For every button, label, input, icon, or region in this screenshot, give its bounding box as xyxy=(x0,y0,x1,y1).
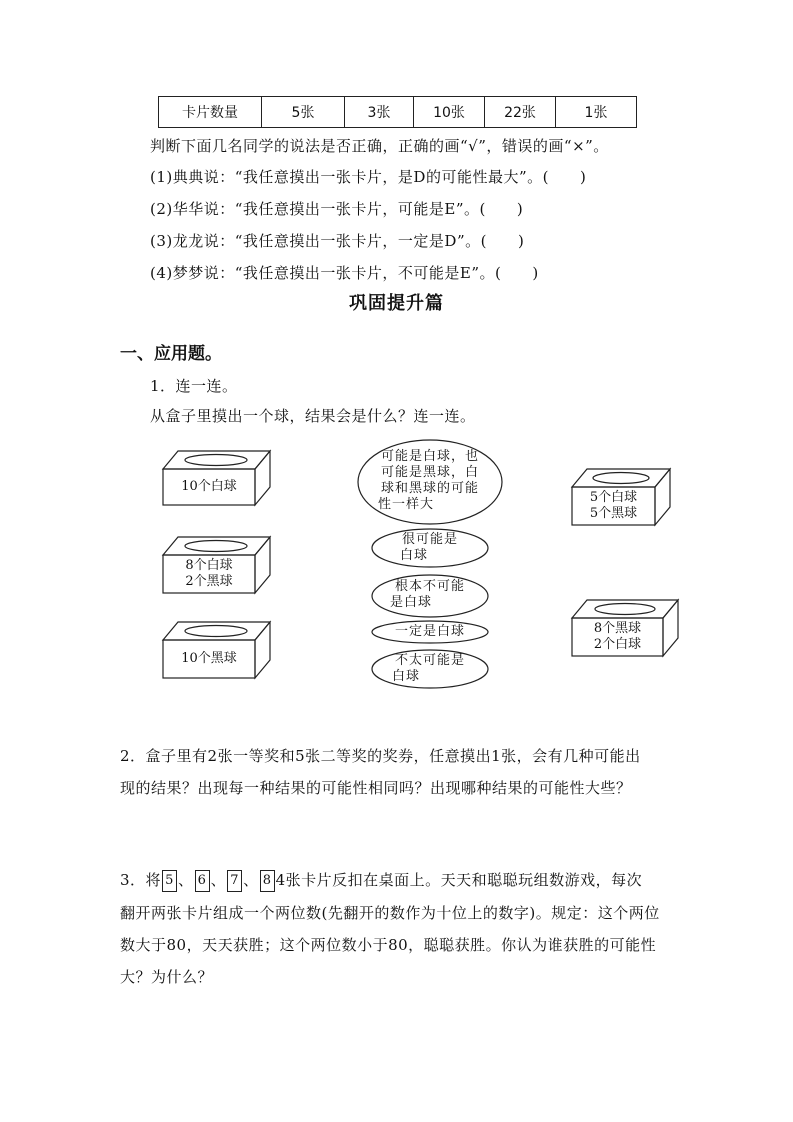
option-line: 可能是白球，也 xyxy=(380,449,479,464)
table-cell: 1张 xyxy=(556,97,637,128)
question-1-title: 1．连一连。 xyxy=(150,377,238,395)
separator: 、 xyxy=(210,871,227,889)
table-cell: 5张 xyxy=(262,97,345,128)
question-1-prompt: 从盒子里摸出一个球，结果会是什么？连一连。 xyxy=(150,407,476,425)
number-card: 8 xyxy=(260,870,275,892)
box-10-black xyxy=(163,622,270,678)
question-3-line: 翻开两张卡片组成一个两位数(先翻开的数作为十位上的数字)。规定：这个两位 xyxy=(120,904,660,922)
question-2-line: 2．盒子里有2张一等奖和5张二等奖的奖券，任意摸出1张，会有几种可能出 xyxy=(120,747,641,765)
box-label: 10个黑球 xyxy=(181,651,237,666)
option-line: 球和黑球的可能 xyxy=(380,481,479,496)
box-label: 2个白球 xyxy=(593,637,642,652)
box-label: 5个白球 xyxy=(589,490,638,505)
number-card: 6 xyxy=(195,870,210,892)
separator: 、 xyxy=(178,871,194,889)
option-line: 白球 xyxy=(400,548,429,563)
number-card: 7 xyxy=(227,870,242,892)
option-line: 根本不可能 xyxy=(394,579,465,594)
option-line: 性一样大 xyxy=(378,497,435,512)
question-3-first-line xyxy=(120,869,642,892)
option-text xyxy=(368,449,492,513)
judge-item: (1)典典说：“我任意摸出一张卡片，是D的可能性最大”。( ) xyxy=(150,168,587,186)
section-title: 巩固提升篇 xyxy=(349,293,444,314)
question-3-line: 数大于80，天天获胜；这个两位数小于80，聪聪获胜。你认为谁获胜的可能性 xyxy=(120,936,657,954)
box-label: 8个黑球 xyxy=(593,621,642,636)
judge-item: (4)梦梦说：“我任意摸出一张卡片，不可能是E”。( ) xyxy=(150,264,539,282)
table-cell: 卡片数量 xyxy=(159,97,262,128)
option-line: 是白球 xyxy=(390,595,433,610)
table-cell: 22张 xyxy=(485,97,556,128)
question-3-rest: 4张卡片反扣在桌面上。天天和聪聪玩组数游戏，每次 xyxy=(275,871,643,889)
option-line: 白球 xyxy=(392,669,421,684)
option-text xyxy=(380,579,480,611)
box-label: 5个黑球 xyxy=(589,506,638,521)
table-cell: 10张 xyxy=(414,97,485,128)
separator: 、 xyxy=(243,871,259,889)
question-3-lead: 3．将 xyxy=(120,871,162,889)
box-10-white xyxy=(163,451,270,505)
question-2-line: 现的结果？出现每一种结果的可能性相同吗？出现哪种结果的可能性大些？ xyxy=(120,779,632,797)
judge-instruction: 判断下面几名同学的说法是否正确，正确的画“√”，错误的画“×”。 xyxy=(150,137,609,155)
option-line: 很可能是 xyxy=(401,532,458,547)
box-label: 8个白球 xyxy=(185,558,233,573)
option-line: 不太可能是 xyxy=(394,653,465,668)
box-label: 2个黑球 xyxy=(185,574,233,589)
number-card: 5 xyxy=(162,870,177,892)
option-text: 一定是白球 xyxy=(394,624,465,639)
judge-item: (2)华华说：“我任意摸出一张卡片，可能是E”。( ) xyxy=(150,200,524,218)
option-line: 可能是黑球，白 xyxy=(380,465,479,480)
option-text xyxy=(380,532,480,564)
judge-item: (3)龙龙说：“我任意摸出一张卡片，一定是D”。( ) xyxy=(150,232,525,250)
subsection-title: 一、应用题。 xyxy=(120,344,222,364)
option-text xyxy=(380,653,480,685)
question-3-line: 大？为什么？ xyxy=(120,968,214,986)
box-label: 10个白球 xyxy=(181,479,237,494)
table-cell: 3张 xyxy=(345,97,414,128)
